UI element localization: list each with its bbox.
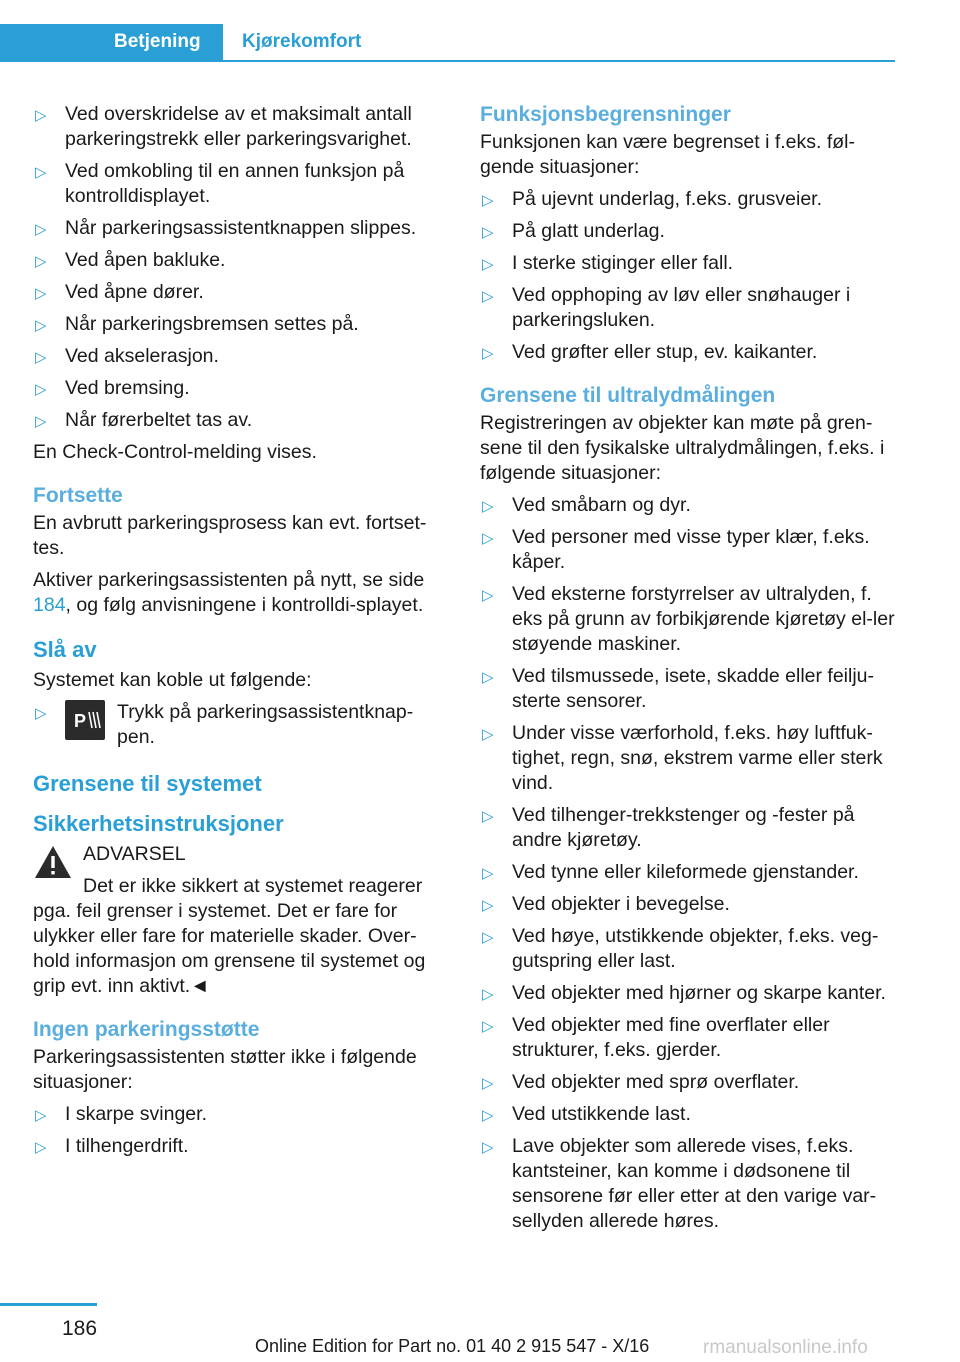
list-item [480,924,900,974]
triangle-bullet-icon: ▷ [482,726,494,743]
list-item [33,248,443,273]
list-item [33,1102,443,1127]
list-item [33,216,443,241]
list-item-text: Når parkeringsassistentknappen slippes. [65,217,417,239]
ultra-text: Registreringen av objekter kan møte på gren-sene til den fysikalske ultralydmålingen, f.eks. i følgende situasjoner: [480,412,885,484]
list-item [480,721,900,796]
triangle-bullet-icon: ▷ [35,253,47,270]
triangle-bullet-icon: ▷ [482,288,494,305]
list-item [480,493,900,518]
right-column [480,102,900,1241]
triangle-bullet-icon: ▷ [35,349,47,366]
triangle-bullet-icon: ▷ [35,413,47,430]
fortsette-heading: Fortsette [33,484,123,507]
list-item-text: På ujevnt underlag, f.eks. grusveier. [512,188,823,210]
list-item-text: Ved akselerasjon. [65,345,219,367]
triangle-bullet-icon: ▷ [35,381,47,398]
list-item [480,251,900,276]
sla-av-bullet-text: Trykk på parkeringsassistentknap-pen. [117,701,414,748]
triangle-bullet-icon: ▷ [35,317,47,334]
triangle-bullet-icon: ▷ [482,929,494,946]
triangle-bullet-icon: ▷ [35,107,47,124]
warning-triangle-icon [33,844,73,880]
funksjon-text: Funksjonen kan være begrenset i f.eks. føl-gende situasjoner: [480,131,856,178]
list-item [480,803,900,853]
fortsette-text-a: Aktiver parkeringsassistenten på nytt, se side [33,569,425,591]
page-number: 186 [62,1317,98,1340]
list-item [33,1134,443,1159]
list-item [480,1013,900,1063]
list-item-text: Når førerbeltet tas av. [65,409,253,431]
triangle-bullet-icon: ▷ [482,986,494,1003]
fortsette-paragraph-2 [33,568,443,618]
triangle-bullet-icon: ▷ [482,1075,494,1092]
list-item-text: I skarpe svinger. [65,1103,207,1125]
warning-block [33,842,443,867]
warning-text [33,874,443,999]
sla-av-text: Systemet kan koble ut følgende: [33,669,312,691]
svg-text:P: P [74,711,87,731]
list-item-text: Ved åpen bakluke. [65,249,226,271]
list-item [33,376,443,401]
list-item-text: Ved objekter med hjørner og skarpe kanter. [512,982,886,1004]
list-item [480,981,900,1006]
list-item [480,283,900,333]
ingen-text: Parkeringsassistenten støtter ikke i følgende situasjoner: [33,1046,417,1093]
triangle-bullet-icon: ▷ [482,1139,494,1156]
triangle-bullet-icon: ▷ [482,256,494,273]
list-item-text: Ved utstikkende last. [512,1103,691,1125]
list-item [33,312,443,337]
list-item [480,1102,900,1127]
list-item-text: Ved småbarn og dyr. [512,494,691,516]
list-item [480,860,900,885]
sla-av-heading: Slå av [33,637,97,662]
triangle-bullet-icon: ▷ [35,285,47,302]
list-item [33,102,443,152]
list-item-text: Ved omkobling til en annen funksjon på kontrolldisplayet. [65,160,405,207]
list-item-text: Ved personer med visse typer klær, f.eks. kåper. [512,526,870,573]
triangle-bullet-icon: ▷ [35,164,47,181]
funksjon-list [480,187,900,365]
list-item-text: Ved eksterne forstyrrelser av ultralyden, f. eks på grunn av forbikjørende kjøretøy el-ler støyende maskiner. [512,583,895,655]
page-link-184[interactable]: 184 [33,594,66,616]
triangle-bullet-icon: ▷ [482,224,494,241]
list-item-text: På glatt underlag. [512,220,665,242]
triangle-bullet-icon: ▷ [482,345,494,362]
warning-body: Det er ikke sikkert at systemet reagerer pga. feil grenser i systemet. Det er fare for ulykker eller fare for materielle skader. Over-hold informasjon om grensene til systemet og grip evt. inn aktivt.◄ [33,875,426,997]
triangle-bullet-icon: ▷ [482,192,494,209]
ingen-list [33,1102,443,1159]
list-item-text: Ved objekter med fine overflater eller strukturer, f.eks. gjerder. [512,1014,830,1061]
stop-conditions-list [33,102,443,433]
triangle-bullet-icon: ▷ [35,1139,47,1156]
list-item-text: Ved objekter med sprø overflater. [512,1071,800,1093]
list-item-text: Under visse værforhold, f.eks. høy luftfuk-tighet, regn, snø, ekstrem varme eller sterk vind. [512,722,883,794]
list-item-text: I sterke stiginger eller fall. [512,252,734,274]
list-item [480,892,900,917]
triangle-bullet-icon: ▷ [35,705,47,722]
ultra-list [480,493,900,1234]
list-item [480,1070,900,1095]
footer-rule [0,1303,97,1306]
list-item-text: Ved tynne eller kileformede gjenstander. [512,861,859,883]
list-item-text: Lave objekter som allerede vises, f.eks. kantsteiner, kan komme i dødsonene til sensorene før eller etter at den varige var-sellyden allerede høres. [512,1135,877,1232]
fortsette-paragraph-1: En avbrutt parkeringsprosess kan evt. fortset-tes. [33,512,427,559]
list-item [33,280,443,305]
ultra-heading: Grensene til ultralydmålingen [480,384,776,407]
edition-text: Online Edition for Part no. 01 40 2 915 547 - X/16 [255,1336,650,1356]
list-item [480,664,900,714]
triangle-bullet-icon: ▷ [482,865,494,882]
list-item-text: Ved bremsing. [65,377,190,399]
list-item [480,582,900,657]
list-item-text: Ved overskridelse av et maksimalt antall parkeringstrekk eller parkeringsvarighet. [65,103,412,150]
triangle-bullet-icon: ▷ [482,669,494,686]
list-item [33,408,443,433]
list-item-text: Ved opphoping av løv eller snøhauger i parkeringsluken. [512,284,851,331]
triangle-bullet-icon: ▷ [482,808,494,825]
list-item [480,187,900,212]
triangle-bullet-icon: ▷ [482,1018,494,1035]
check-control-text: En Check-Control-melding vises. [33,441,317,463]
sla-av-bullet [33,700,443,752]
header-bar [0,0,895,62]
list-item [480,219,900,244]
list-item [33,159,443,209]
fortsette-text-b: , og følg anvisningene i kontrolldi-splayet. [65,594,424,616]
list-item-text: Ved åpne dører. [65,281,204,303]
list-item [33,344,443,369]
triangle-bullet-icon: ▷ [482,587,494,604]
triangle-bullet-icon: ▷ [482,530,494,547]
parking-assistant-button-icon [65,700,105,740]
list-item [480,1134,900,1234]
list-item-text: Ved tilsmussede, isete, skadde eller feilju-sterte sensorer. [512,665,875,712]
list-item-text: Ved høye, utstikkende objekter, f.eks. veg-gutspring eller last. [512,925,879,972]
funksjon-heading: Funksjonsbegrensninger [480,103,731,126]
triangle-bullet-icon: ▷ [35,1107,47,1124]
list-item-text: Ved grøfter eller stup, ev. kaikanter. [512,341,818,363]
triangle-bullet-icon: ▷ [482,897,494,914]
grensene-heading: Grensene til systemet [33,771,262,796]
list-item [480,340,900,365]
list-item-text: I tilhengerdrift. [65,1135,189,1157]
sikkerhet-heading: Sikkerhetsinstruksjoner [33,811,284,836]
triangle-bullet-icon: ▷ [35,221,47,238]
watermark: rmanualsonline.info [703,1337,868,1358]
triangle-bullet-icon: ▷ [482,498,494,515]
list-item-text: Ved tilhenger-trekkstenger og -fester på andre kjøretøy. [512,804,855,851]
tab-betjening[interactable]: Betjening [0,24,223,60]
left-column [33,102,443,1166]
list-item-text: Ved objekter i bevegelse. [512,893,730,915]
warning-title: ADVARSEL [83,843,186,865]
ingen-heading: Ingen parkeringsstøtte [33,1018,260,1041]
tab-kjorekomfort[interactable]: Kjørekomfort [242,31,362,52]
triangle-bullet-icon: ▷ [482,1107,494,1124]
list-item-text: Når parkeringsbremsen settes på. [65,313,359,335]
list-item [480,525,900,575]
